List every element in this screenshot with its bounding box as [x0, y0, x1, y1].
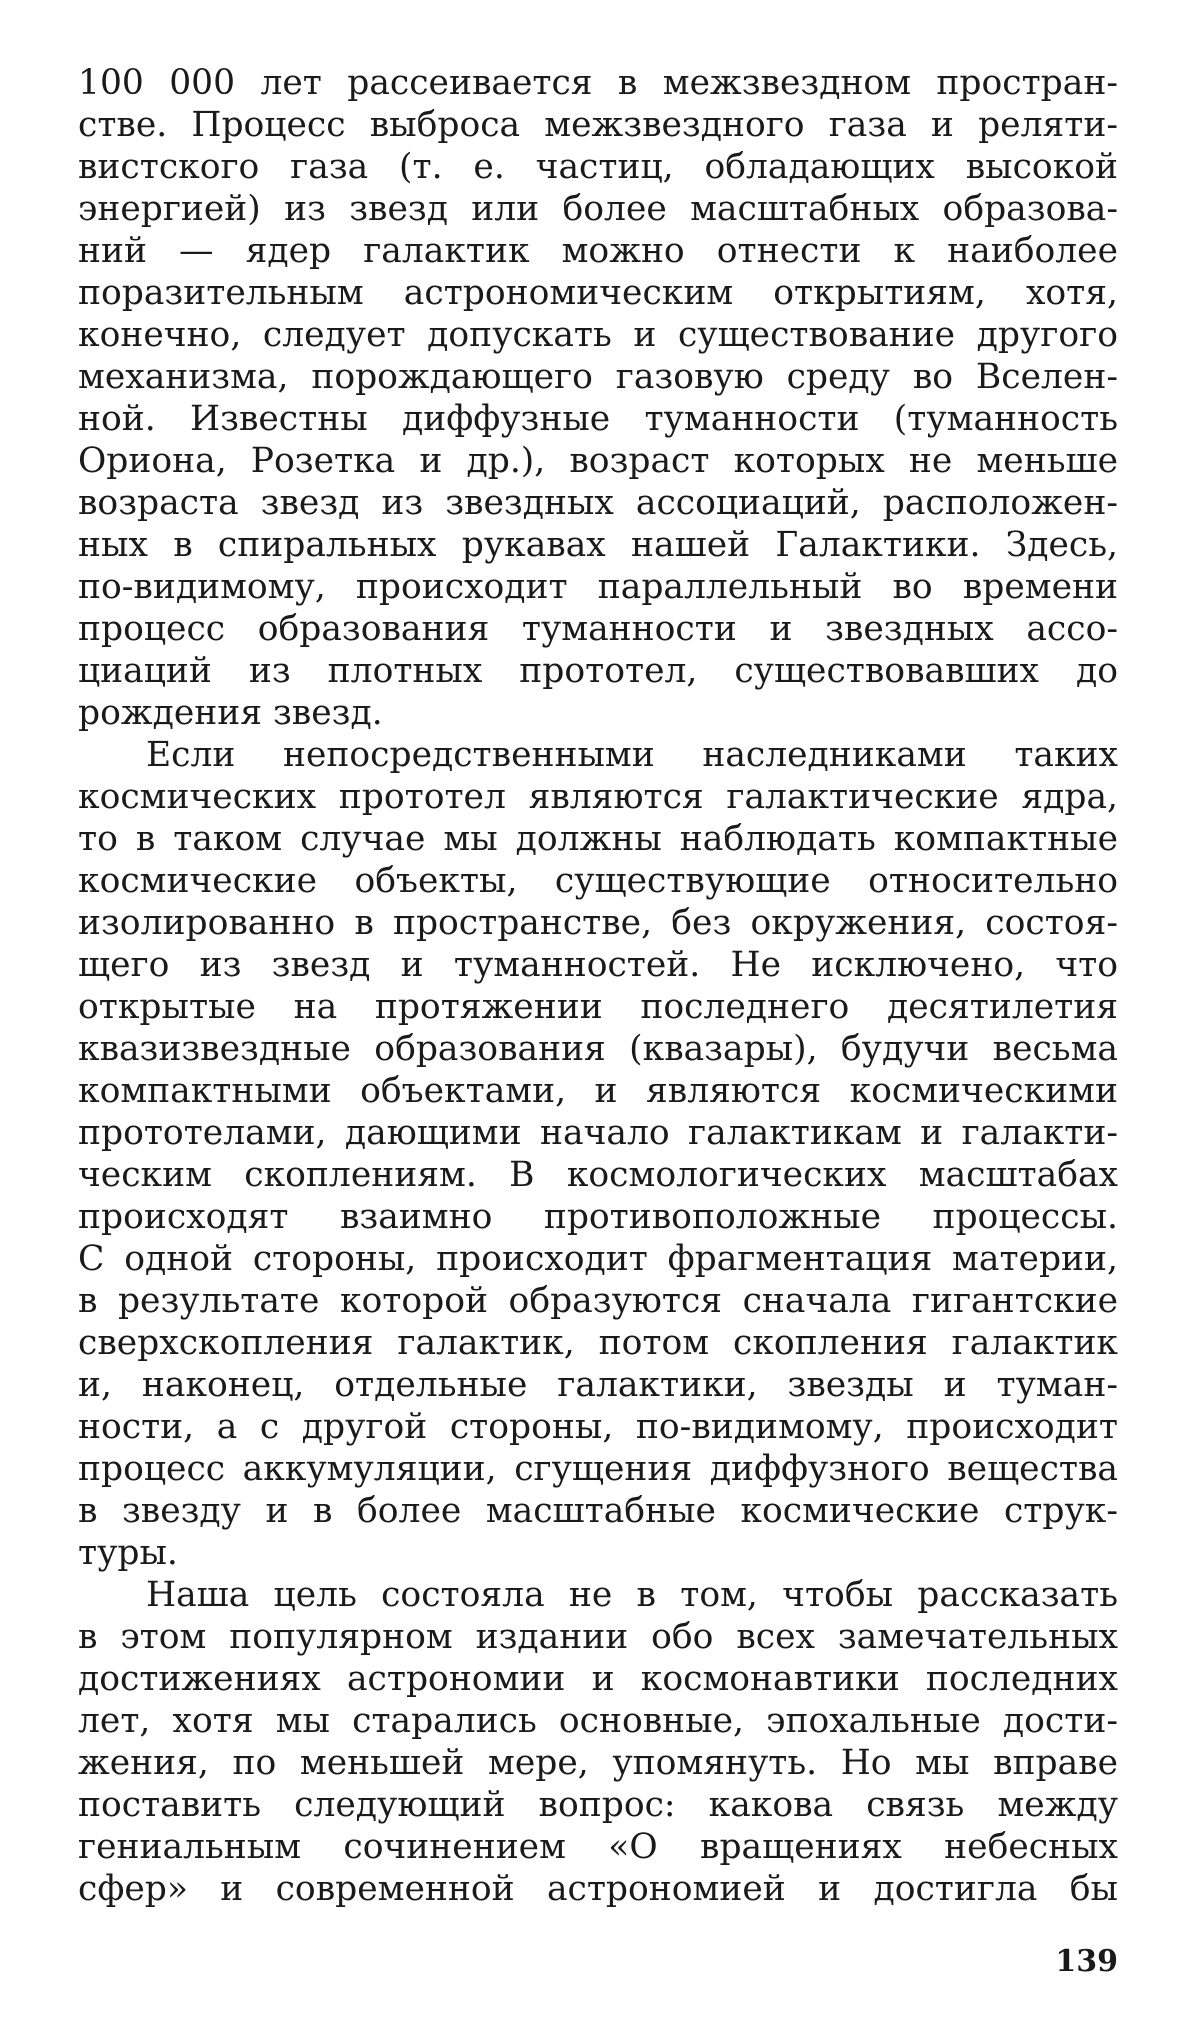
text-line: циаций из плотных прототел, существовавших до: [78, 651, 1118, 691]
text-line: в этом популярном издании обо всех замечательных: [78, 1617, 1118, 1657]
text-line: открытые на протяжении последнего десятилетия: [78, 987, 1118, 1027]
text-line: компактными объектами, и являются космическими: [78, 1071, 1118, 1111]
text-line: Если непосредственными наследниками таких: [146, 735, 1118, 775]
text-line: С одной стороны, происходит фрагментация материи,: [78, 1239, 1118, 1279]
text-line: поставить следующий вопрос: какова связь между: [78, 1785, 1118, 1825]
text-line: 100 000 лет рассеивается в межзвездном простран-: [78, 63, 1118, 103]
text-line: рождения звезд.: [78, 693, 383, 733]
text-line: жения, по меньшей мере, упомянуть. Но мы вправе: [78, 1743, 1118, 1783]
text-line: в звезду и в более масштабные космические струк-: [78, 1491, 1118, 1531]
paragraph: [78, 1574, 1118, 1910]
text-line: гениальным сочинением «О вращениях небесных: [78, 1827, 1118, 1867]
text-line: по-видимому, происходит параллельный во времени: [78, 567, 1118, 607]
text-line: щего из звезд и туманностей. Не исключено, что: [78, 945, 1118, 985]
text-line: лет, хотя мы старались основные, эпохальные дости-: [78, 1701, 1118, 1741]
text-line: механизма, порождающего газовую среду во Вселен-: [78, 357, 1118, 397]
text-line: ной. Известны диффузные туманности (туманность: [78, 399, 1118, 439]
text-line: энергией) из звезд или более масштабных образова-: [78, 189, 1118, 229]
text-line: возраста звезд из звездных ассоциаций, расположен-: [78, 483, 1118, 523]
text-line: в результате которой образуются сначала гигантские: [78, 1281, 1118, 1321]
text-line: Наша цель состояла не в том, чтобы рассказать: [146, 1575, 1118, 1615]
text-line: стве. Процесс выброса межзвездного газа и реляти-: [78, 105, 1118, 145]
text-line: сфер» и современной астрономией и достигла бы: [78, 1869, 1118, 1909]
text-line: ческим скоплениям. В космологических масштабах: [78, 1155, 1118, 1195]
paragraph: [78, 62, 1118, 734]
text-line: квазизвездные образования (квазары), будучи весьма: [78, 1029, 1118, 1069]
text-line: туры.: [78, 1533, 178, 1573]
text-line: происходят взаимно противоположные процессы.: [78, 1197, 1118, 1237]
text-line: ных в спиральных рукавах нашей Галактики. Здесь,: [78, 525, 1118, 565]
text-line: вистского газа (т. е. частиц, обладающих высокой: [78, 147, 1118, 187]
text-line: достижениях астрономии и космонавтики последних: [78, 1659, 1118, 1699]
page-number: 139: [1055, 1944, 1118, 1979]
text-line: космические объекты, существующие относительно: [78, 861, 1118, 901]
text-line: сверхскопления галактик, потом скопления галактик: [78, 1323, 1118, 1363]
paragraph: [78, 734, 1118, 1574]
text-line: и, наконец, отдельные галактики, звезды и туман-: [78, 1365, 1118, 1405]
text-line: ности, а с другой стороны, по-видимому, происходит: [78, 1407, 1118, 1447]
text-line: ний — ядер галактик можно отнести к наиболее: [78, 231, 1118, 271]
text-line: изолированно в пространстве, без окружения, состоя-: [78, 903, 1118, 943]
text-line: процесс аккумуляции, сгущения диффузного вещества: [78, 1449, 1118, 1489]
text-line: то в таком случае мы должны наблюдать компактные: [78, 819, 1118, 859]
text-line: конечно, следует допускать и существование другого: [78, 315, 1118, 355]
text-line: поразительным астрономическим открытиям, хотя,: [78, 273, 1118, 313]
text-line: космических прототел являются галактические ядра,: [78, 777, 1118, 817]
text-line: Ориона, Розетка и др.), возраст которых не меньше: [78, 441, 1118, 481]
page-text: [78, 62, 1118, 1910]
text-line: прототелами, дающими начало галактикам и галакти-: [78, 1113, 1118, 1153]
text-line: процесс образования туманности и звездных ассо-: [78, 609, 1118, 649]
